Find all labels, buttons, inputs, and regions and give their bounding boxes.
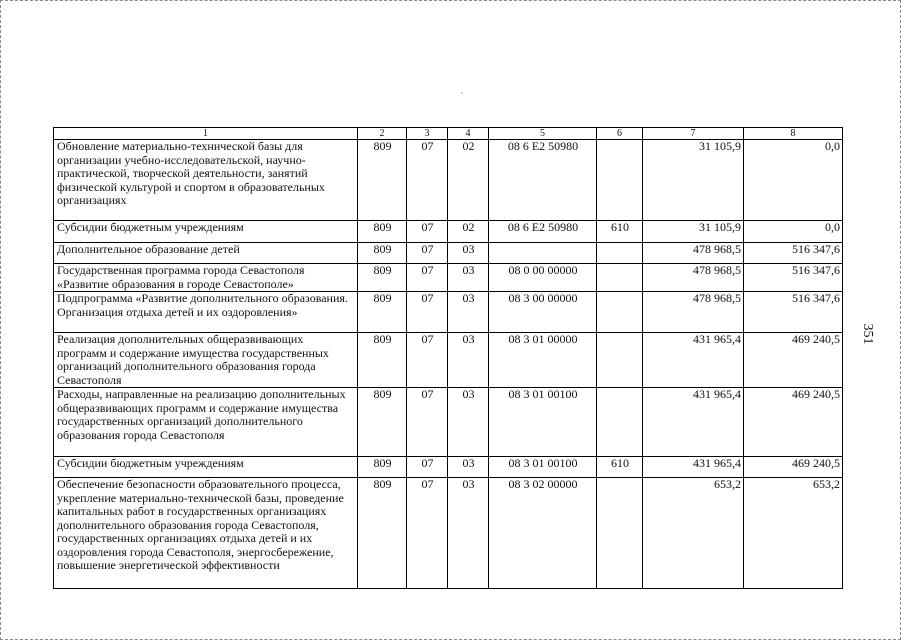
- ministry-code-cell: 809: [358, 478, 407, 589]
- table-row: [54, 221, 843, 243]
- ministry-code-cell: 809: [358, 333, 407, 388]
- row-name-cell: Государственная программа города Севастополя «Развитие образования в городе Севастополе»: [54, 264, 358, 292]
- amount-year-1-cell: 478 968,5: [643, 243, 744, 264]
- expense-type-cell: [597, 243, 643, 264]
- ministry-code-cell: 809: [358, 221, 407, 243]
- scan-speck: [461, 92, 463, 94]
- amount-year-2-cell: 0,0: [744, 221, 843, 243]
- row-name-cell: Подпрограмма «Развитие дополнительного образования. Организация отдыха детей и их оздоровления»: [54, 292, 358, 333]
- subsection-code-cell: 03: [448, 243, 489, 264]
- table-row: [54, 478, 843, 589]
- header-cell: 2: [358, 128, 407, 140]
- amount-year-1-cell: 31 105,9: [643, 221, 744, 243]
- amount-year-2-cell: 653,2: [744, 478, 843, 589]
- table-row: [54, 333, 843, 388]
- expense-type-cell: [597, 478, 643, 589]
- target-article-cell: 08 3 01 00100: [489, 457, 597, 478]
- section-code-cell: 07: [407, 264, 448, 292]
- subsection-code-cell: 03: [448, 333, 489, 388]
- subsection-code-cell: 03: [448, 292, 489, 333]
- row-name-cell: Дополнительное образование детей: [54, 243, 358, 264]
- header-cell: 3: [407, 128, 448, 140]
- expense-type-cell: [597, 333, 643, 388]
- amount-year-1-cell: 478 968,5: [643, 264, 744, 292]
- header-cell: 6: [597, 128, 643, 140]
- table-row: [54, 457, 843, 478]
- section-code-cell: 07: [407, 221, 448, 243]
- table-row: [54, 264, 843, 292]
- ministry-code-cell: 809: [358, 388, 407, 457]
- amount-year-1-cell: 653,2: [643, 478, 744, 589]
- section-code-cell: 07: [407, 388, 448, 457]
- ministry-code-cell: 809: [358, 264, 407, 292]
- target-article-cell: 08 3 01 00000: [489, 333, 597, 388]
- row-name-cell: Обеспечение безопасности образовательного процесса, укрепление материально-технической базы, проведение капитальных работ в государственных организациях дополнительного образования города Севастополя, государственных организациях отдыха детей и их оздоровления города Севастополя, энергосбережение, повышение энергетической эффективности: [54, 478, 358, 589]
- ministry-code-cell: 809: [358, 243, 407, 264]
- amount-year-1-cell: 478 968,5: [643, 292, 744, 333]
- target-article-cell: [489, 243, 597, 264]
- amount-year-2-cell: 469 240,5: [744, 333, 843, 388]
- subsection-code-cell: 03: [448, 478, 489, 589]
- row-name-cell: Субсидии бюджетным учреждениям: [54, 457, 358, 478]
- ministry-code-cell: 809: [358, 457, 407, 478]
- target-article-cell: 08 0 00 00000: [489, 264, 597, 292]
- row-name-cell: Расходы, направленные на реализацию дополнительных общеразвивающих программ и содержание имущества государственных организаций дополнительного образования города Севастополя: [54, 388, 358, 457]
- target-article-cell: 08 3 02 00000: [489, 478, 597, 589]
- target-article-cell: 08 3 00 00000: [489, 292, 597, 333]
- header-cell: 1: [54, 128, 358, 140]
- table-row: [54, 292, 843, 333]
- amount-year-2-cell: 516 347,6: [744, 243, 843, 264]
- header-cell: 5: [489, 128, 597, 140]
- subsection-code-cell: 03: [448, 457, 489, 478]
- amount-year-2-cell: 469 240,5: [744, 388, 843, 457]
- section-code-cell: 07: [407, 478, 448, 589]
- table-row: [54, 388, 843, 457]
- expense-type-cell: 610: [597, 221, 643, 243]
- table-header-row: [54, 128, 843, 140]
- row-name-cell: Субсидии бюджетным учреждениям: [54, 221, 358, 243]
- section-code-cell: 07: [407, 292, 448, 333]
- expense-type-cell: [597, 388, 643, 457]
- amount-year-2-cell: 516 347,6: [744, 264, 843, 292]
- section-code-cell: 07: [407, 140, 448, 221]
- ministry-code-cell: 809: [358, 140, 407, 221]
- target-article-cell: 08 6 E2 50980: [489, 140, 597, 221]
- budget-table: [53, 127, 843, 589]
- page-number: 351: [860, 323, 875, 345]
- subsection-code-cell: 02: [448, 221, 489, 243]
- amount-year-1-cell: 31 105,9: [643, 140, 744, 221]
- amount-year-1-cell: 431 965,4: [643, 333, 744, 388]
- target-article-cell: 08 6 E2 50980: [489, 221, 597, 243]
- row-name-cell: Реализация дополнительных общеразвивающих программ и содержание имущества государственных организаций дополнительного образования города Севастополя: [54, 333, 358, 388]
- amount-year-1-cell: 431 965,4: [643, 388, 744, 457]
- header-cell: 7: [643, 128, 744, 140]
- table-row: [54, 140, 843, 221]
- subsection-code-cell: 02: [448, 140, 489, 221]
- header-cell: 4: [448, 128, 489, 140]
- header-cell: 8: [744, 128, 843, 140]
- amount-year-1-cell: 431 965,4: [643, 457, 744, 478]
- amount-year-2-cell: 0,0: [744, 140, 843, 221]
- target-article-cell: 08 3 01 00100: [489, 388, 597, 457]
- amount-year-2-cell: 516 347,6: [744, 292, 843, 333]
- row-name-cell: Обновление материально-технической базы для организации учебно-исследовательской, научно-практической, творческой деятельности, занятий физической культурой и спортом в образовательных организациях: [54, 140, 358, 221]
- table-row: [54, 243, 843, 264]
- section-code-cell: 07: [407, 243, 448, 264]
- amount-year-2-cell: 469 240,5: [744, 457, 843, 478]
- subsection-code-cell: 03: [448, 388, 489, 457]
- expense-type-cell: [597, 140, 643, 221]
- section-code-cell: 07: [407, 457, 448, 478]
- expense-type-cell: 610: [597, 457, 643, 478]
- subsection-code-cell: 03: [448, 264, 489, 292]
- ministry-code-cell: 809: [358, 292, 407, 333]
- section-code-cell: 07: [407, 333, 448, 388]
- expense-type-cell: [597, 292, 643, 333]
- expense-type-cell: [597, 264, 643, 292]
